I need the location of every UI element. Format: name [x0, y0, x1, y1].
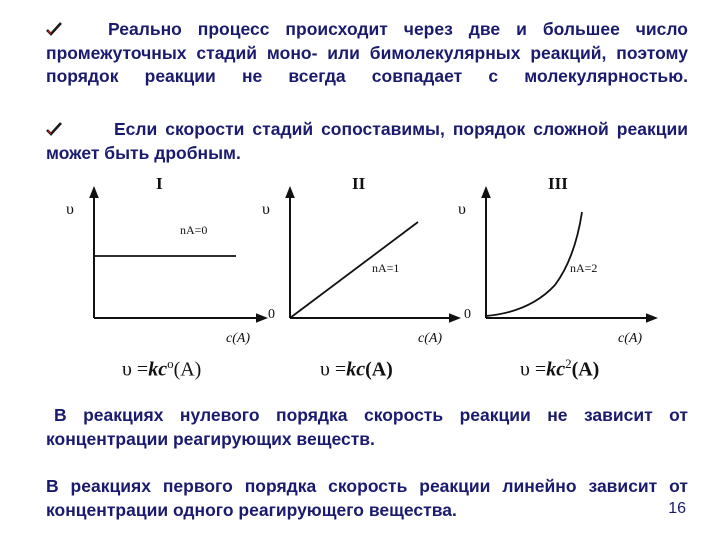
graph-1 — [66, 192, 262, 346]
graph-2-title: II — [352, 174, 366, 193]
graph-1-order-label: nA=0 — [180, 223, 208, 237]
paragraph-2-text: Если скорости стадий сопоставимы, порядок сложной реакции может быть дробным. — [46, 119, 688, 163]
paragraph-1-text: Реально процесс происходит через две и большее число промежуточных стадий моно- или бимолекулярных реакций, поэтому порядок реакции не всегда совпадает с молекулярностью. — [46, 19, 688, 86]
graph-3-formula: $\upsilon =kc^2(A)$ — [520, 356, 600, 381]
graph-3-x-label: c(A) — [618, 331, 643, 346]
graph-2-order-label: nA=1 — [372, 261, 400, 275]
graph-2-y-label: υ — [262, 201, 270, 218]
graph-3-origin-label: 0 — [464, 307, 471, 322]
graph-1-y-label: υ — [66, 201, 74, 218]
graph-1-formula: $\upsilon =kc^o(A)$ — [122, 356, 202, 381]
graph-2-origin-label: 0 — [268, 307, 275, 322]
graph-2-formula: υ =kc(A) — [320, 358, 393, 381]
paragraph-4: В реакциях первого порядка скорость реакции линейно зависит от концентрации одного реагирующего вещества. — [46, 476, 688, 520]
graph-3-y-label: υ — [458, 201, 466, 218]
graph-3 — [458, 192, 652, 346]
graph-3-order-label: nA=2 — [570, 261, 598, 275]
graph-1-x-label: c(A) — [226, 331, 251, 346]
page-number: 16 — [668, 500, 686, 517]
graph-2 — [262, 192, 455, 346]
graph-2-x-label: c(A) — [418, 331, 443, 346]
graph-3-curve — [486, 212, 582, 316]
graph-3-title: III — [548, 174, 568, 193]
paragraph-3: В реакциях нулевого порядка скорость реакции не зависит от концентрации реагирующих веществ. — [46, 405, 688, 449]
graph-1-title: I — [156, 174, 163, 193]
